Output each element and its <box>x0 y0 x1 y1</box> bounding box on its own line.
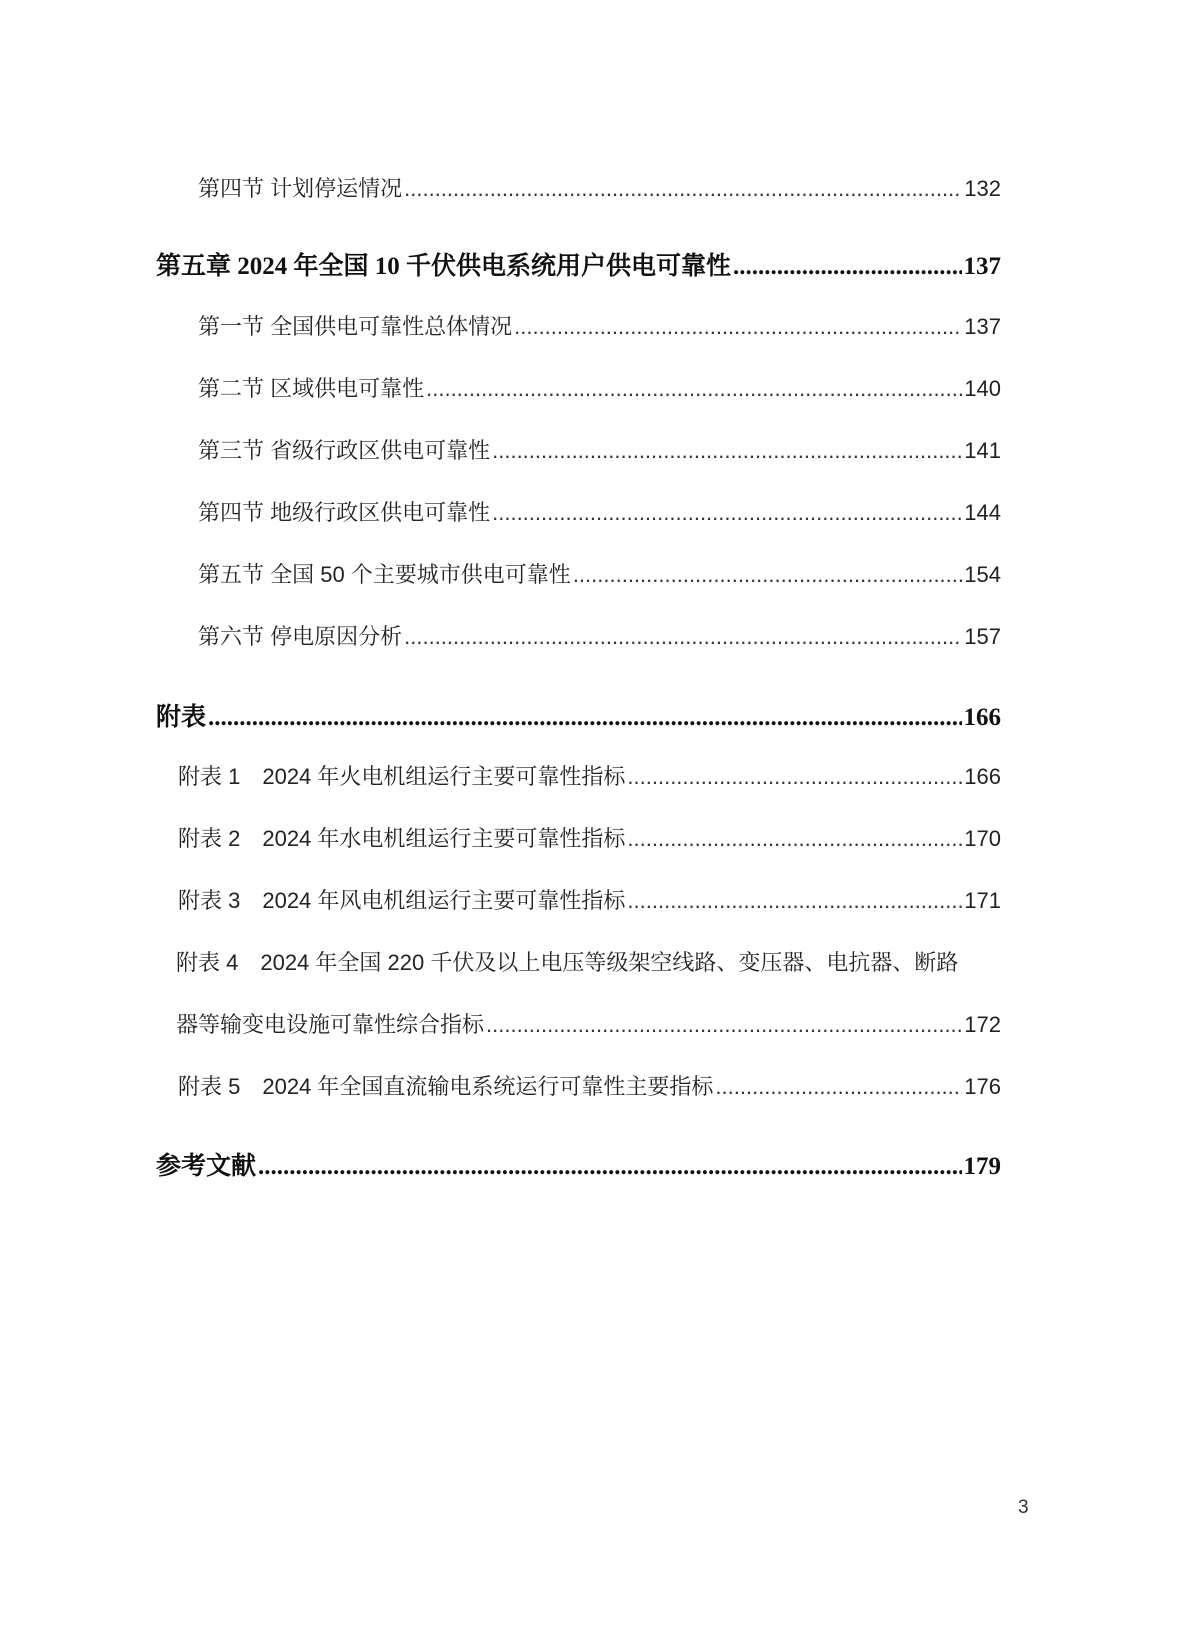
toc-entry-page: 170 <box>964 826 1001 851</box>
toc-entry-section[interactable] <box>198 172 1001 203</box>
dot-leader <box>258 1153 961 1181</box>
toc-entry-title: 第五章 2024 年全国 10 千伏供电系统用户供电可靠性 <box>156 253 732 280</box>
toc-entry-appendix-line1[interactable]: 附表 4 2024 年全国 220 千伏及以上电压等级架空线路、变压器、电抗器、断路 <box>176 950 959 975</box>
toc-entry-page: 176 <box>964 1074 1001 1099</box>
toc-entry-page: 137 <box>964 314 1001 339</box>
toc-entry-page: 137 <box>963 253 1001 280</box>
dot-leader <box>627 888 962 914</box>
toc-entry-page: 166 <box>964 764 1001 789</box>
dot-leader <box>715 1074 962 1100</box>
toc-entry-page: 179 <box>963 1153 1001 1180</box>
toc-entry-appendix[interactable] <box>178 760 1001 791</box>
toc-entry-chapter[interactable] <box>156 246 1001 282</box>
toc-entry-page: 140 <box>964 376 1001 401</box>
toc-entry-section[interactable] <box>198 558 1001 589</box>
dot-leader <box>492 438 962 464</box>
toc-entry-title: 附表 <box>156 704 207 731</box>
toc-entry-title: 第三节 省级行政区供电可靠性 <box>198 438 491 463</box>
toc-entry-title: 附表 5 2024 年全国直流输电系统运行可靠性主要指标 <box>178 1074 714 1099</box>
toc-entry-title: 附表 2 2024 年水电机组运行主要可靠性指标 <box>178 826 626 851</box>
toc-entry-title: 附表 3 2024 年风电机组运行主要可靠性指标 <box>178 888 626 913</box>
toc-entry-section[interactable] <box>198 434 1001 465</box>
toc-entry-page: 132 <box>964 176 1001 201</box>
dot-leader <box>627 764 962 790</box>
dot-leader <box>208 704 961 732</box>
toc-entry-section[interactable] <box>198 310 1001 341</box>
dot-leader <box>573 562 962 588</box>
toc-entry-title: 第六节 停电原因分析 <box>198 624 403 649</box>
toc-entry-section[interactable] <box>198 372 1001 403</box>
toc-entry-page: 144 <box>964 500 1001 525</box>
dot-leader <box>404 624 962 650</box>
toc-entry-page: 157 <box>964 624 1001 649</box>
toc-entry-title: 第一节 全国供电可靠性总体情况 <box>198 314 513 339</box>
toc-entry-title: 器等输变电设施可靠性综合指标 <box>176 1012 485 1037</box>
toc-entry-page: 154 <box>964 562 1001 587</box>
toc-entry-page: 172 <box>964 1012 1001 1037</box>
page-number: 3 <box>1018 1497 1029 1518</box>
toc-entry-appendix[interactable] <box>178 822 1001 853</box>
toc-entry-page: 166 <box>963 704 1001 731</box>
dot-leader <box>426 376 962 402</box>
dot-leader <box>492 500 962 526</box>
toc-entry-title: 第五节 全国 50 个主要城市供电可靠性 <box>198 562 571 587</box>
dot-leader <box>404 176 962 202</box>
toc-entry-chapter[interactable] <box>156 1146 1001 1182</box>
toc-entry-section[interactable] <box>198 620 1001 651</box>
toc-entry-title: 附表 1 2024 年火电机组运行主要可靠性指标 <box>178 764 626 789</box>
toc-entry-page: 141 <box>964 438 1001 463</box>
dot-leader <box>733 253 961 281</box>
toc-entry-title: 参考文献 <box>156 1153 257 1180</box>
toc-entry-page: 171 <box>964 888 1001 913</box>
toc-entry-title: 第四节 计划停运情况 <box>198 176 403 201</box>
toc-entry-chapter[interactable] <box>156 697 1001 733</box>
toc-entry-title: 第四节 地级行政区供电可靠性 <box>198 500 491 525</box>
dot-leader <box>514 314 962 340</box>
toc-entry-appendix[interactable] <box>178 884 1001 915</box>
dot-leader <box>486 1012 962 1038</box>
toc-entry-appendix[interactable] <box>178 1070 1001 1101</box>
toc-entry-appendix[interactable] <box>176 1008 1001 1039</box>
toc-entry-title: 第二节 区域供电可靠性 <box>198 376 425 401</box>
toc-entry-section[interactable] <box>198 496 1001 527</box>
dot-leader <box>627 826 962 852</box>
